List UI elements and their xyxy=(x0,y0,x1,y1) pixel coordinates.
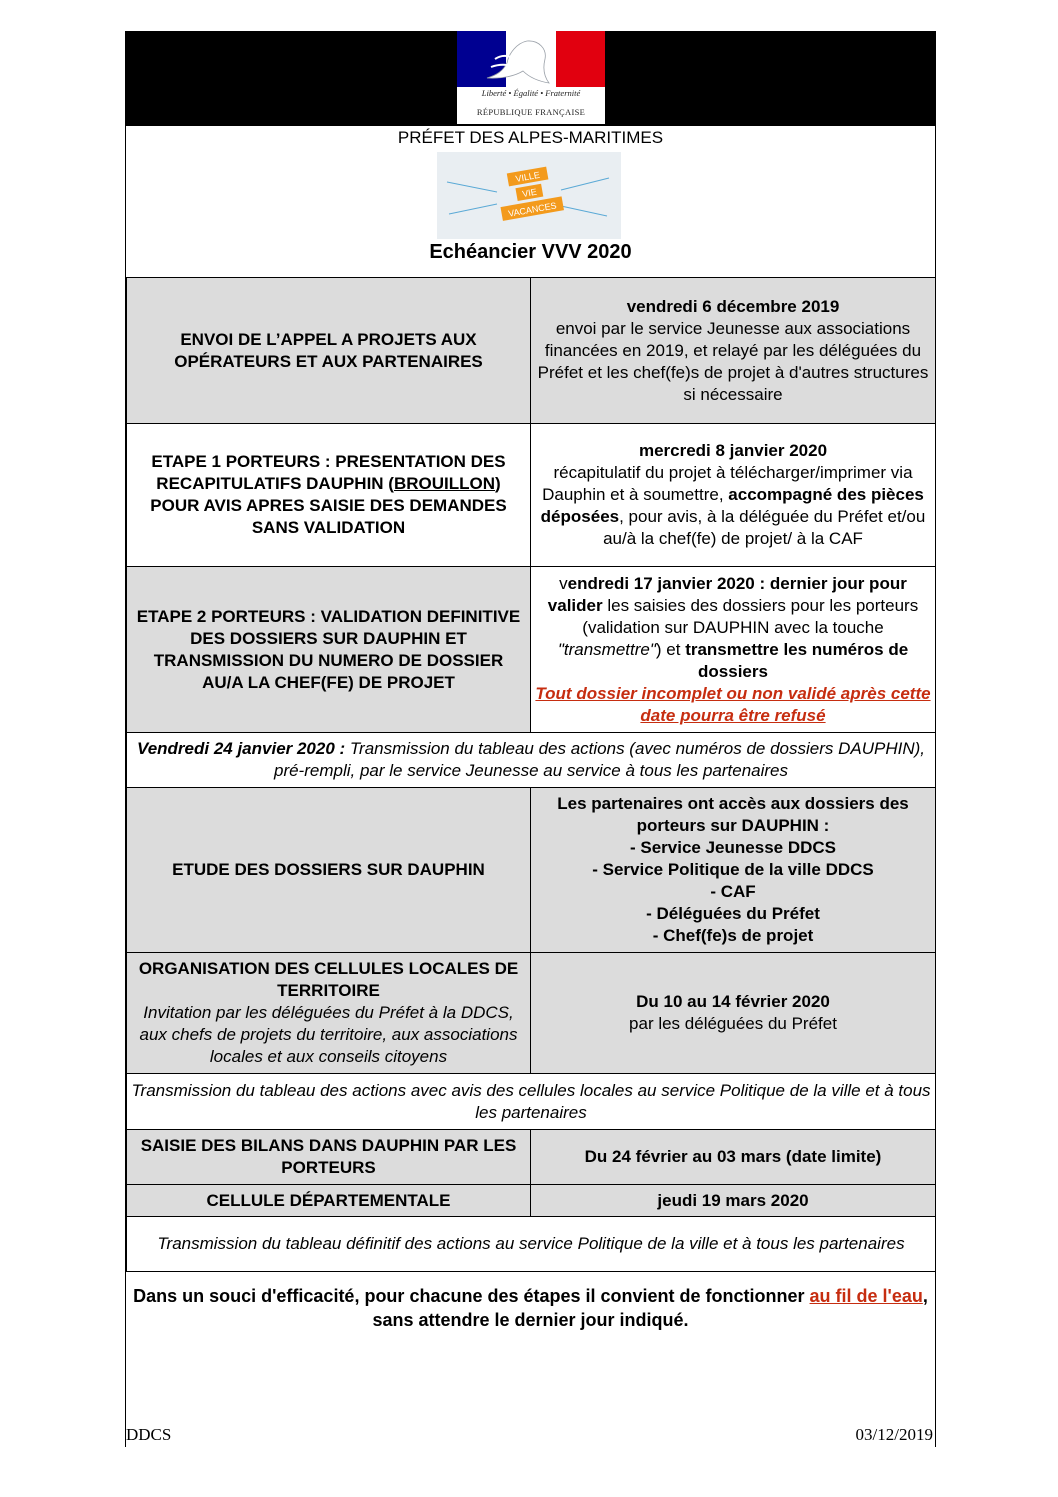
row10-note: Transmission du tableau définitif des actions au service Politique de la ville et à tous les partenaires xyxy=(127,1217,936,1272)
vvv-line2: VIE xyxy=(521,186,538,200)
row8-date: Du 24 février au 03 mars (date limite) xyxy=(531,1130,936,1185)
row3-text-bold1: endredi 17 janvier 2020 : dernier jour pour valider xyxy=(547,573,907,615)
republic-text: RÉPUBLIQUE FRANÇAISE xyxy=(457,103,605,121)
row3-detail xyxy=(531,567,936,733)
row2-label-a: ETAPE 1 PORTEURS : PRESENTATION DES RECAPITULATIFS DAUPHIN ( xyxy=(151,452,506,493)
document-title: Echéancier VVV 2020 xyxy=(429,241,632,263)
row5-item: - Service Politique de la ville DDCS xyxy=(592,860,874,879)
row5-item: - Déléguées du Préfet xyxy=(646,904,820,923)
table-row xyxy=(127,953,936,1074)
row9-date: jeudi 19 mars 2020 xyxy=(531,1185,936,1217)
row3-text-it: "transmettre" xyxy=(557,639,656,659)
row3-text-bold2: transmettre les numéros de dossiers xyxy=(685,639,909,681)
row6-label xyxy=(127,953,531,1074)
row3-text-v: v xyxy=(559,573,568,593)
row3-text-a: les saisies des dossiers pour les porteurs (validation sur DAUPHIN avec la touche xyxy=(582,595,919,637)
row6-text: par les déléguées du Préfet xyxy=(629,1014,837,1033)
table-row xyxy=(127,567,936,733)
row5-item: - Chef(fe)s de projet xyxy=(652,926,814,945)
closing-text-b: , sans attendre le dernier jour indiqué. xyxy=(372,1286,928,1330)
table-row xyxy=(127,278,936,424)
row4-date: Vendredi 24 janvier 2020 : xyxy=(136,739,346,758)
vvv-logo xyxy=(437,152,621,239)
table-row xyxy=(127,1074,936,1130)
prefet-heading: PRÉFET DES ALPES-MARITIMES xyxy=(397,128,664,147)
schedule-table xyxy=(126,277,936,1272)
table-row xyxy=(127,1185,936,1217)
footer-date: 03/12/2019 xyxy=(855,1425,933,1444)
table-row xyxy=(127,1217,936,1272)
row6-date: Du 10 au 14 février 2020 xyxy=(636,992,830,1011)
row5-intro: Les partenaires ont accès aux dossiers des porteurs sur DAUPHIN : xyxy=(557,794,909,835)
vvv-line3: VACANCES xyxy=(507,200,558,219)
closing-note xyxy=(126,1284,935,1332)
table-row xyxy=(127,424,936,567)
row3-warning: Tout dossier incomplet ou non validé après cette date pourra être refusé xyxy=(535,683,931,725)
vvv-line1: VILLE xyxy=(514,169,541,184)
row2-date: mercredi 8 janvier 2020 xyxy=(638,441,828,460)
row2-text-bold: accompagné des pièces déposées xyxy=(540,485,924,526)
row5-item: - Service Jeunesse DDCS xyxy=(630,838,836,857)
row2-label xyxy=(127,424,531,567)
row3-label: ETAPE 2 PORTEURS : VALIDATION DEFINITIVE DES DOSSIERS SUR DAUPHIN ET TRANSMISSION DU NUMERO DE DOSSIER AU/A LA CHEF(FE) DE PROJET xyxy=(127,567,531,733)
motto-text: Liberté • Égalité • Fraternité xyxy=(481,88,581,98)
table-row xyxy=(127,1130,936,1185)
table-row xyxy=(127,733,936,788)
row5-detail xyxy=(531,788,936,953)
vvv-banner-icon xyxy=(437,152,621,239)
row5-item: - CAF xyxy=(710,882,756,901)
footer-org: DDCS xyxy=(126,1425,172,1444)
row2-text-b: , pour avis, à la déléguée du Préfet et/ou au/à la chef(fe) de projet/ à la CAF xyxy=(603,507,926,548)
row4-text: Transmission du tableau des actions (avec numéros de dossiers DAUPHIN), pré-rempli, par le service Jeunesse au service à tous les partenaires xyxy=(273,739,926,780)
row4-note xyxy=(127,733,936,788)
row6-sub: Invitation par les déléguées du Préfet à la DDCS, aux chefs de projets du territoire, aux associations locales et aux conseils citoyens xyxy=(139,1003,518,1066)
row2-detail xyxy=(531,424,936,567)
row9-label: CELLULE DÉPARTEMENTALE xyxy=(127,1185,531,1217)
table-row xyxy=(127,788,936,953)
marianne-flag-icon xyxy=(457,31,605,87)
row1-date: vendredi 6 décembre 2019 xyxy=(626,296,840,316)
marianne-logo xyxy=(457,31,605,124)
row2-text-a: récapitulatif du projet à télécharger/imprimer via Dauphin et à soumettre, xyxy=(542,463,913,504)
row1-detail xyxy=(531,278,936,424)
closing-link[interactable]: au fil de l'eau xyxy=(809,1286,923,1306)
row3-text-b: ) et xyxy=(655,639,686,659)
document-page xyxy=(125,31,936,1447)
row6-detail xyxy=(531,953,936,1074)
row5-label: ETUDE DES DOSSIERS SUR DAUPHIN xyxy=(127,788,531,953)
row2-label-brouillon: BROUILLON xyxy=(393,474,496,493)
header-band xyxy=(126,31,935,126)
closing-text-a: Dans un souci d'efficacité, pour chacune des étapes il convient de fonctionner xyxy=(133,1286,810,1306)
row7-note: Transmission du tableau des actions avec avis des cellules locales au service Politique de la ville et à tous les partenaires xyxy=(127,1074,936,1130)
row6-title: ORGANISATION DES CELLULES LOCALES DE TERRITOIRE xyxy=(138,959,519,1000)
row1-label: ENVOI DE L’APPEL A PROJETS AUX OPÉRATEURS ET AUX PARTENAIRES xyxy=(127,278,531,424)
row2-label-b: ) POUR AVIS APRES SAISIE DES DEMANDES SANS VALIDATION xyxy=(150,474,507,537)
row1-text: envoi par le service Jeunesse aux associations financées en 2019, et relayé par les déléguées du Préfet et les chef(fe)s de projet à d'autres structures si nécessaire xyxy=(537,318,929,404)
row8-label: SAISIE DES BILANS DANS DAUPHIN PAR LES PORTEURS xyxy=(127,1130,531,1185)
